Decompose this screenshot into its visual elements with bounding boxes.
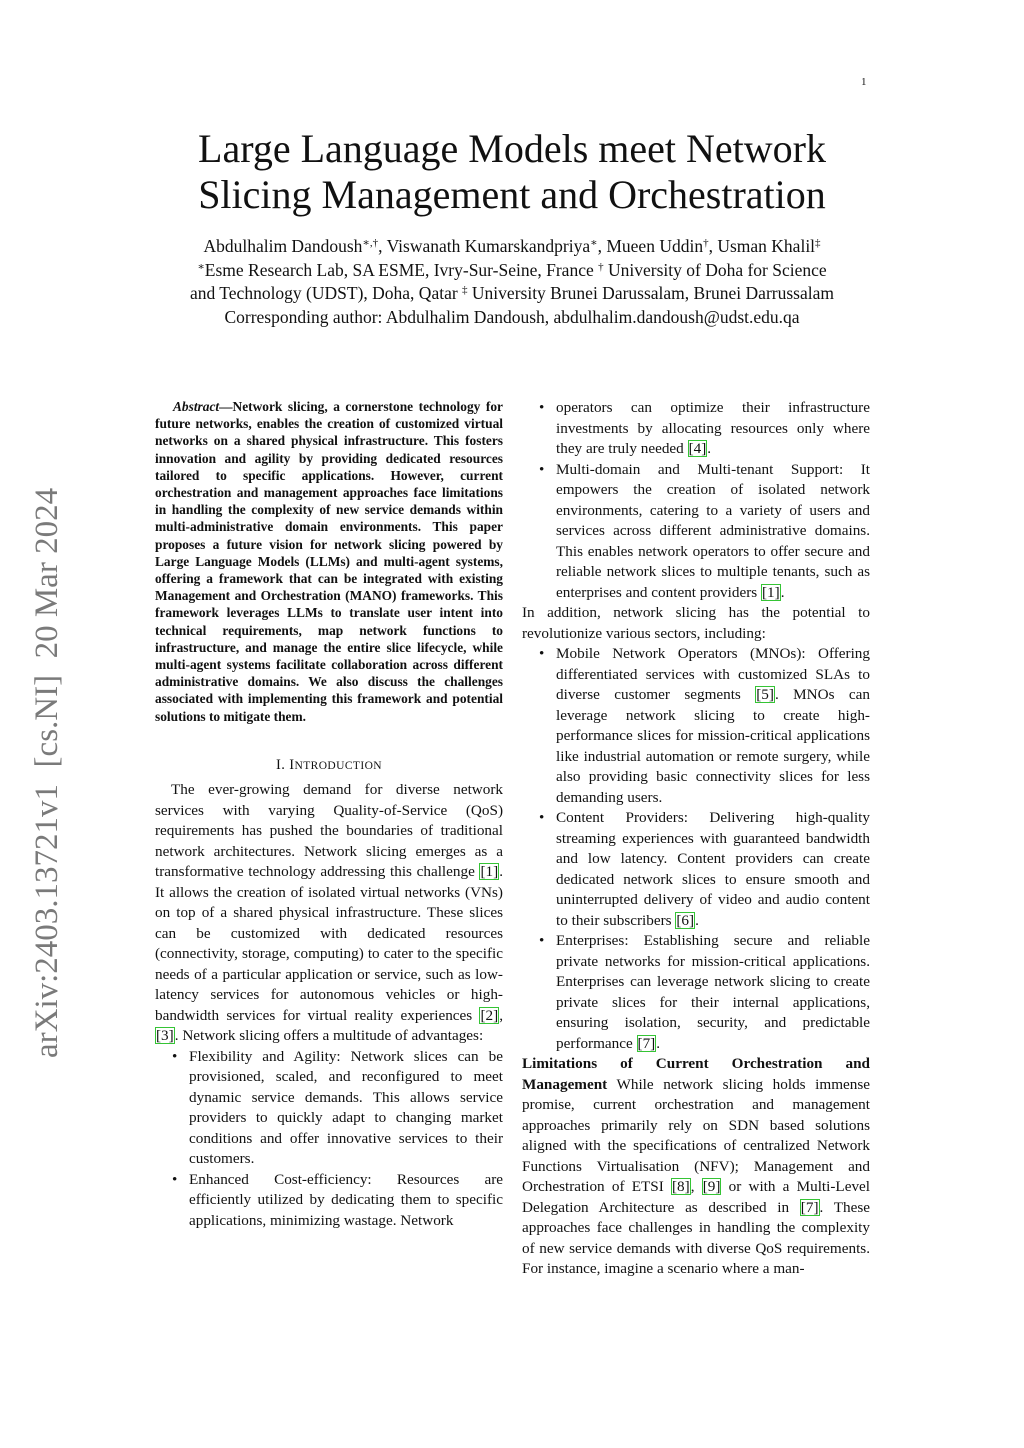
author-name: , Usman Khalil [708,236,816,256]
intro-paragraph-1 [155,780,503,1047]
citation-link[interactable]: [8] [671,1178,690,1195]
citation-link[interactable]: [9] [702,1178,721,1195]
list-item [556,644,870,808]
list-item-continuation [556,398,870,460]
citation-link[interactable]: [1] [480,863,499,881]
citation-link[interactable]: [6] [676,911,695,929]
section-title-initial: I [289,756,295,773]
abstract-dash: — [219,399,233,414]
list-item [556,808,870,931]
paper-title [100,126,924,218]
citation-link[interactable]: [2] [480,1006,499,1024]
list-item-text: Mobile Network Operators (MNOs): Offering differentiated services with customized SLAs to diverse customer segments [556,645,870,703]
affiliation-text: University Brunei Darussalam, Brunei Darrussalam [467,283,834,303]
citation-link[interactable]: [1] [761,583,780,601]
affiliation-mark: ‡ [815,237,821,249]
author-name: , Mueen Uddin [597,236,704,256]
citation-link[interactable]: [3] [156,1027,174,1045]
list-item-text: operators can optimize their infrastructure investments by allocating resources only where they are truly needed [556,399,870,457]
sectors-list [522,644,870,1054]
list-item-text: . [695,911,699,929]
list-item-text: Multi-domain and Multi-tenant Support: It empowers the creation of isolated network environments, catering to a variety of users and services across different administrative domains. This enables network operators to offer secure and reliable network slices to multiple tenants, such as enterprises and content providers [556,460,870,601]
affiliation-mark: † [598,260,604,273]
advantages-list [155,1047,503,1232]
author-list [120,235,904,259]
affiliation-mark: ∗ [197,260,205,273]
citation-link[interactable]: [4] [688,440,707,457]
list-item-text: Enhanced Cost-efficiency: Resources are efficiently utilized by dedicating them to specific applications, minimizing wastage. Network [189,1170,503,1229]
paragraph-text: . These approaches face challenges in handling the complexity of new service demands with diverse QoS requirements. For instance, imagine a scenario where a man- [522,1198,870,1277]
list-item-text: . [707,440,712,457]
arxiv-identifier-stamp: arXiv:2403.13721v1 [cs.NI] 20 Mar 2024 [29,487,65,1058]
paragraph-text: , [499,1006,503,1024]
section-title-smallcaps: NTRODUCTION [294,759,382,772]
affiliation-mark: † [703,237,709,249]
intro-paragraph-2: In addition, network slicing has the potential to revolutionize various sectors, including: [522,604,870,642]
author-name: , Viswanath Kumarskandpriya [378,236,591,256]
affiliations [120,259,904,306]
list-item [189,1170,503,1232]
affiliation-text: and Technology (UDST), Doha, Qatar [189,283,463,303]
advantages-list-continued [522,398,870,603]
title-line-1: Large Language Models meet Network [198,126,826,171]
limitations-heading: Limitations of Current Orchestration and Management [522,1055,870,1093]
paragraph-text: While network slicing holds immense promise, current orchestration and management approaches primarily rely on SDN based solutions aligned with the specifications of centralized Network Functions Virtualisation (NFV); Management and Orchestration of ETSI [522,1075,870,1195]
abstract-text: Network slicing, a cornerstone technology for future networks, enables the creation of customized virtual networks on a shared physical infrastructure. This fosters innovation and agility by providing dedicated resources tailored to specific applications. However, current orchestration and management approaches face limitations in handling the complexity of new service demands within multi-administrative domain environments. This paper proposes a future vision for network slicing powered by Large Language Models (LLMs) and multi-agent systems, offering a framework that can be integrated with existing Management and Orchestration (MANO) frameworks. This framework leverages LLMs to translate user intent into technical requirements, map network functions to infrastructure, and manage the entire slice lifecycle, while multi-agent systems facilitate collaboration across different administrative domains. We also discuss the challenges associated with implementing this framework and potential solutions to mitigate them. [155,399,503,724]
list-item [189,1047,503,1170]
citation-link[interactable]: [7] [637,1034,656,1052]
section-heading-introduction [155,755,503,777]
paragraph-text: The ever-growing demand for diverse network services with varying Quality-of-Service (QoS) requirements has pushed the boundaries of traditional network architectures. Network slicing emerges as a transformative technology addressing this challenge [155,781,503,881]
abstract [155,398,503,725]
list-item-text: Flexibility and Agility: Network slices can be provisioned, scaled, and reconfigured to meet dynamic service demands. This allows service providers to quickly adapt to changing market conditions and offer innovative services to their customers. [189,1047,503,1168]
affiliation-text: University of Doha for Science [603,259,827,280]
limitations-paragraph [522,1054,870,1280]
citation-link[interactable]: [7] [800,1198,819,1216]
affiliation-mark: ∗ [590,237,598,249]
right-column [522,398,870,1280]
citation-link[interactable]: [5] [756,686,774,703]
affiliation-mark: ∗,† [362,237,379,249]
abstract-label: Abstract [173,399,220,414]
list-item-text: . [656,1034,661,1052]
page-number: 1 [861,76,867,88]
list-item [556,931,870,1054]
paragraph-text: . It allows the creation of isolated virtual networks (VNs) on top of a shared physical infrastructure. These slices can be customized with dedicated resources (connectivity, storage, computing) to cater to the specific needs of a particular application or service, such as low-latency services for autonomous vehicles or high-bandwidth services for virtual reality experiences [155,863,503,1024]
corresponding-author: Corresponding author: Abdulhalim Dandoush, abdulhalim.dandoush@udst.edu.qa [224,306,800,327]
left-column [155,398,503,1231]
title-line-2: Slicing Management and Orchestration [198,172,826,217]
author-block [120,235,904,329]
list-item-text: . MNOs can leverage network slicing to create high-performance slices for mission-critical applications like industrial automation or remote surgery, while also providing basic connectivity slices for less demanding users. [556,686,870,806]
list-item-text: Enterprises: Establishing secure and reliable private networks for mission-critical applications. Enterprises can leverage network slicing to create private slices for their internal applications, ensuring isolation, security, and predictable performance [556,932,870,1052]
paragraph-text: , [690,1178,702,1195]
list-item-text: Content Providers: Delivering high-quality streaming experiences with guaranteed bandwidth and low latency. Content providers can create dedicated network slices to ensure smooth and uninterrupted delivery of video and audio content to their subscribers [556,809,870,929]
list-item-text: . [780,583,785,601]
affiliation-mark: ‡ [462,284,468,296]
section-number: I. [276,756,290,773]
list-item [556,460,870,604]
affiliation-text: Esme Research Lab, SA ESME, Ivry-Sur-Seine, France [204,259,599,280]
paragraph-text: or with a Multi-Level Delegation Architecture as described in [522,1178,871,1216]
paragraph-text: . Network slicing offers a multitude of advantages: [174,1027,484,1045]
author-name: Abdulhalim Dandoush [203,236,363,256]
